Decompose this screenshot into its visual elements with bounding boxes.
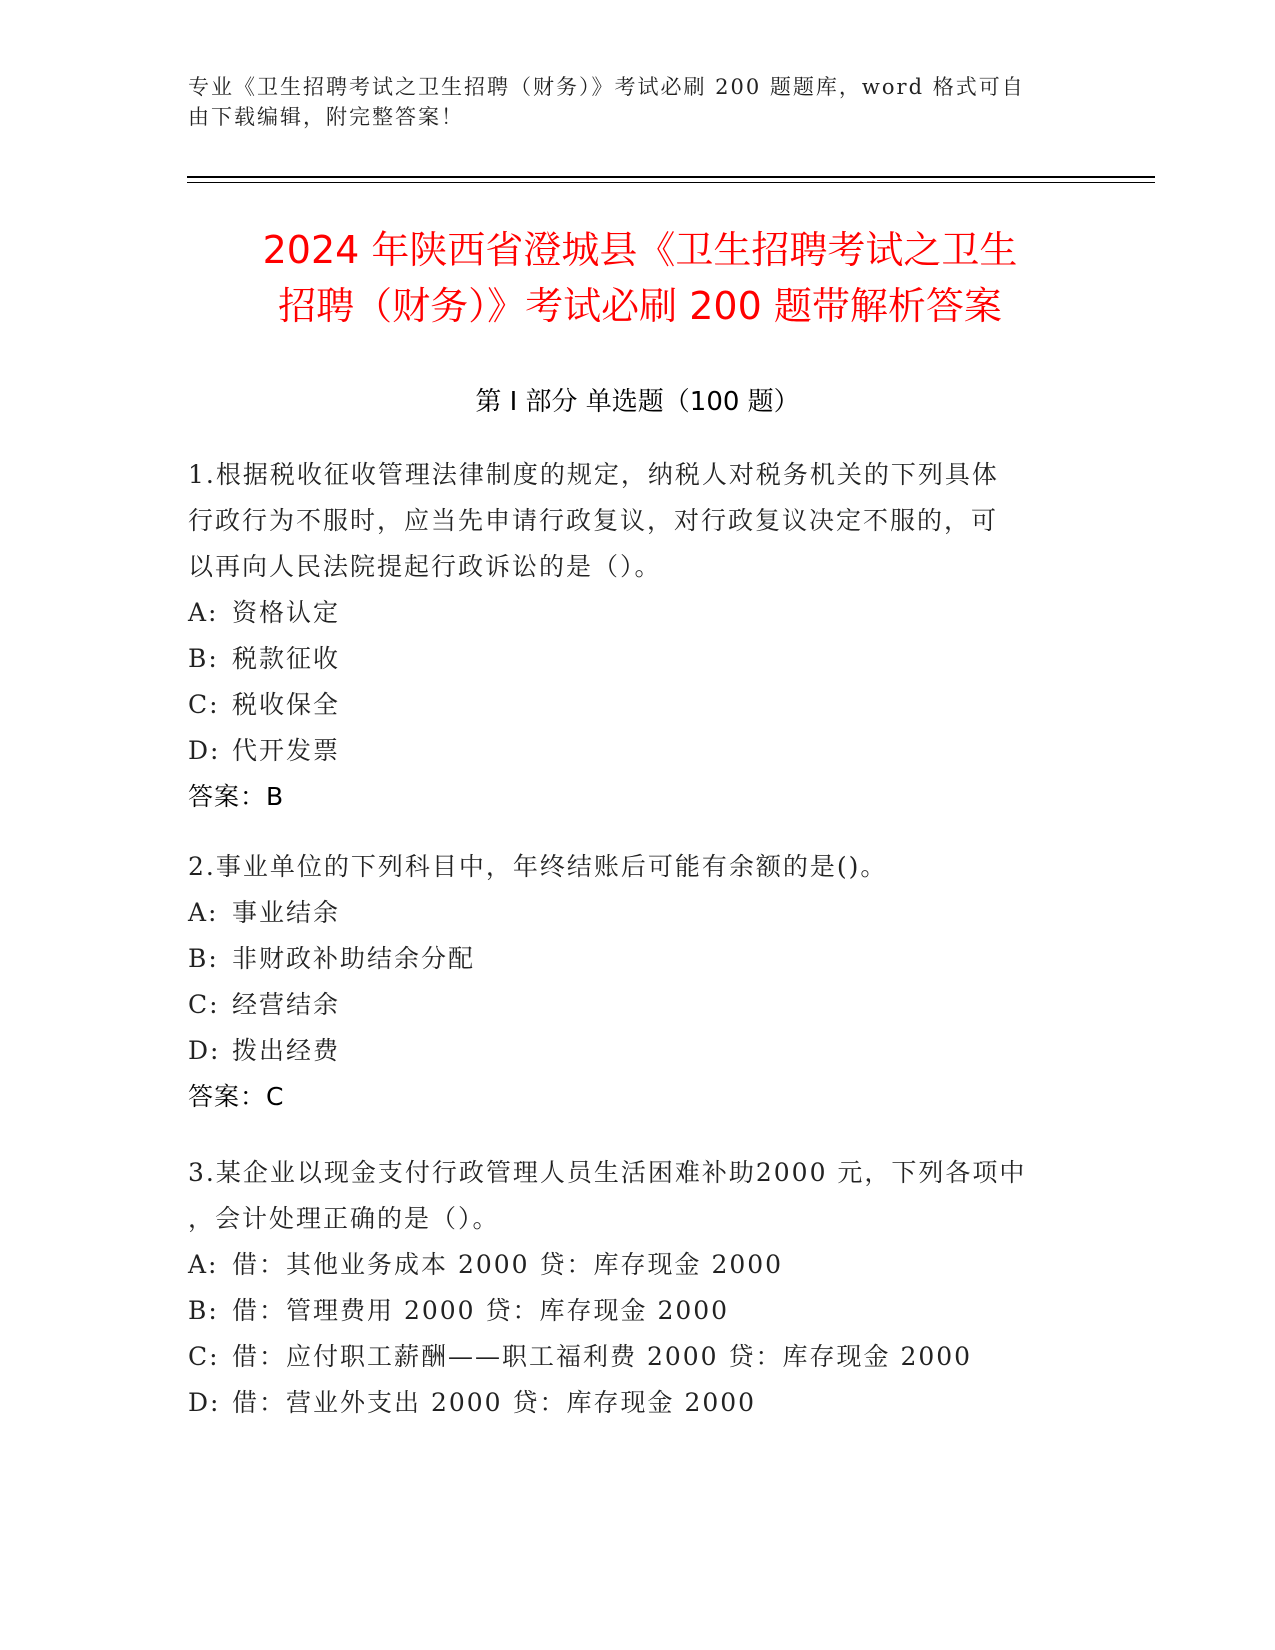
section-heading: 第 I 部分 单选题（100 题） — [475, 387, 800, 417]
option-text: 资格认定 — [232, 598, 341, 627]
header-divider-thin — [187, 182, 1155, 183]
option-c — [188, 982, 1068, 1028]
stem-line: 行政行为不服时，应当先申请行政复议，对行政复议决定不服的，可 — [188, 506, 999, 535]
stem-line: 以再向人民法院提起行政诉讼的是（）。 — [188, 552, 662, 581]
title-line-1: 2024 年陕西省澄城县《卫生招聘考试之卫生 — [262, 228, 1018, 272]
option-c — [188, 1334, 1068, 1380]
question-2 — [188, 844, 1068, 1120]
option-text: 代开发票 — [232, 736, 341, 765]
option-text: 经营结余 — [232, 990, 341, 1019]
option-a — [188, 590, 1068, 636]
option-label: A: — [188, 898, 219, 927]
option-text: 拨出经费 — [232, 1036, 341, 1065]
document-header-note — [188, 72, 1078, 132]
option-text: 税收保全 — [232, 690, 341, 719]
stem-line: ，会计处理正确的是（）。 — [188, 1204, 500, 1233]
option-label: C: — [188, 990, 220, 1019]
option-label: D: — [188, 1036, 221, 1065]
option-text: 借：管理费用 2000 贷：库存现金 2000 — [232, 1296, 730, 1325]
option-d — [188, 1380, 1068, 1426]
stem-line: 3.某企业以现金支付行政管理人员生活困难补助2000 元，下列各项中 — [188, 1158, 1027, 1187]
option-label: B: — [188, 644, 219, 673]
option-b — [188, 1288, 1068, 1334]
option-b — [188, 936, 1068, 982]
answer: 答案：B — [188, 782, 285, 811]
option-label: B: — [188, 1296, 219, 1325]
option-b — [188, 636, 1068, 682]
document-title — [180, 222, 1100, 334]
stem-line: 1.根据税收征收管理法律制度的规定，纳税人对税务机关的下列具体 — [188, 460, 999, 489]
option-a — [188, 1242, 1068, 1288]
header-divider-thick — [187, 176, 1155, 178]
question-stem — [188, 844, 1068, 890]
option-label: D: — [188, 736, 221, 765]
question-stem — [188, 452, 1068, 590]
option-text: 借：其他业务成本 2000 贷：库存现金 2000 — [232, 1250, 784, 1279]
option-text: 非财政补助结余分配 — [232, 944, 476, 973]
answer: 答案：C — [188, 1082, 285, 1111]
option-a — [188, 890, 1068, 936]
header-line-1: 专业《卫生招聘考试之卫生招聘（财务）》考试必刷 200 题题库，word 格式可自 — [188, 75, 1025, 99]
stem-line: 2.事业单位的下列科目中，年终结账后可能有余额的是()。 — [188, 852, 888, 881]
option-text: 事业结余 — [232, 898, 341, 927]
header-line-2: 由下载编辑，附完整答案！ — [188, 105, 464, 129]
title-line-2: 招聘（财务）》考试必刷 200 题带解析答案 — [278, 284, 1002, 328]
question-1 — [188, 452, 1068, 820]
option-text: 借：应付职工薪酬——职工福利费 2000 贷：库存现金 2000 — [232, 1342, 973, 1371]
option-c — [188, 682, 1068, 728]
question-stem — [188, 1150, 1068, 1242]
option-d — [188, 728, 1068, 774]
option-text: 借：营业外支出 2000 贷：库存现金 2000 — [232, 1388, 757, 1417]
option-d — [188, 1028, 1068, 1074]
option-label: D: — [188, 1388, 221, 1417]
option-label: C: — [188, 1342, 220, 1371]
option-label: C: — [188, 690, 220, 719]
option-label: A: — [188, 598, 219, 627]
option-text: 税款征收 — [232, 644, 341, 673]
option-label: A: — [188, 1250, 219, 1279]
option-label: B: — [188, 944, 219, 973]
question-3 — [188, 1150, 1068, 1426]
